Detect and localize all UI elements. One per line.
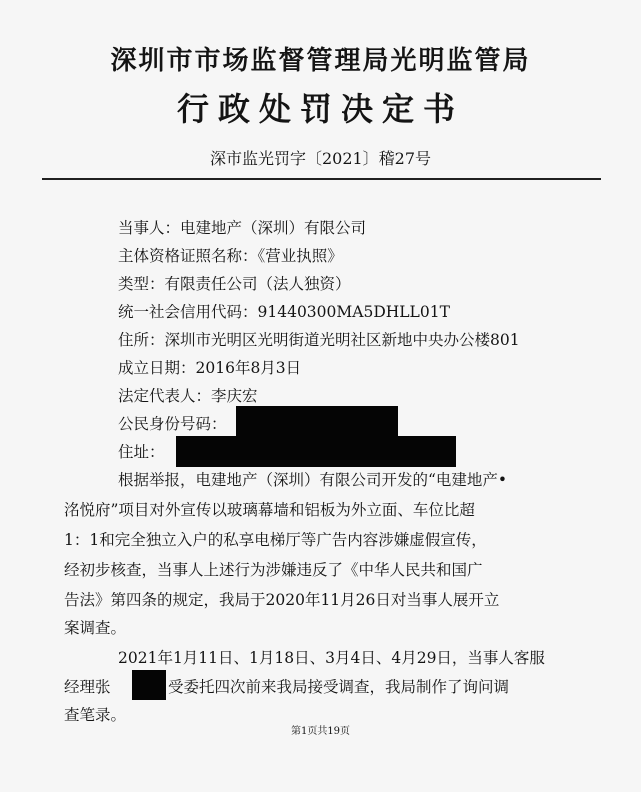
id-number-redaction	[236, 406, 398, 437]
personal-address-redaction	[176, 436, 456, 467]
personal-address-label: 住址：	[118, 443, 165, 461]
staff-name-redaction	[132, 670, 166, 700]
credit-code: 统一社会信用代码：91440300MA5DHLL01T	[118, 303, 450, 321]
paragraph2-line1: 2021年1月11日、1月18日、3月4日、4月29日，当事人客服	[118, 649, 545, 667]
paragraph1-line4: 经初步核查，当事人上述行为涉嫌违反了《中华人民共和国广	[64, 561, 483, 579]
party-name: 当事人：电建地产（深圳）有限公司	[118, 219, 367, 237]
issuing-authority-title: 深圳市市场监督管理局光明监管局	[110, 46, 531, 76]
paragraph1-line1: 根据举报，电建地产（深圳）有限公司开发的“电建地产•	[118, 471, 508, 489]
legal-representative: 法定代表人：李庆宏	[118, 387, 258, 405]
company-address: 住所：深圳市光明区光明街道光明社区新地中央办公楼801	[118, 331, 520, 349]
header-divider	[42, 178, 601, 180]
document-type-title: 行政处罚决定书	[176, 90, 464, 128]
id-number-label: 公民身份号码：	[118, 415, 227, 433]
document-number: 深市监光罚字〔2021〕稽27号	[209, 149, 432, 168]
paragraph1-line3: 1：1和完全独立入户的私享电梯厅等广告内容涉嫌虚假宣传，	[64, 531, 487, 549]
page-number: 第1页共19页	[290, 726, 351, 737]
paragraph2-line3: 查笔录。	[64, 706, 127, 724]
paragraph1-line6: 案调查。	[64, 619, 127, 637]
paragraph1-line5: 告法》第四条的规定，我局于2020年11月26日对当事人展开立	[64, 591, 500, 609]
paragraph1-line2: 洺悦府”项目对外宣传以玻璃幕墙和铝板为外立面、车位比超	[64, 501, 475, 519]
company-type: 类型：有限责任公司（法人独资）	[118, 275, 351, 293]
paragraph2-line2-start: 经理张	[64, 678, 111, 696]
establishment-date: 成立日期：2016年8月3日	[118, 359, 302, 377]
paragraph2-line2-end: 受委托四次前来我局接受调查，我局制作了询问调	[168, 678, 510, 696]
license-name: 主体资格证照名称：《营业执照》	[118, 247, 343, 265]
